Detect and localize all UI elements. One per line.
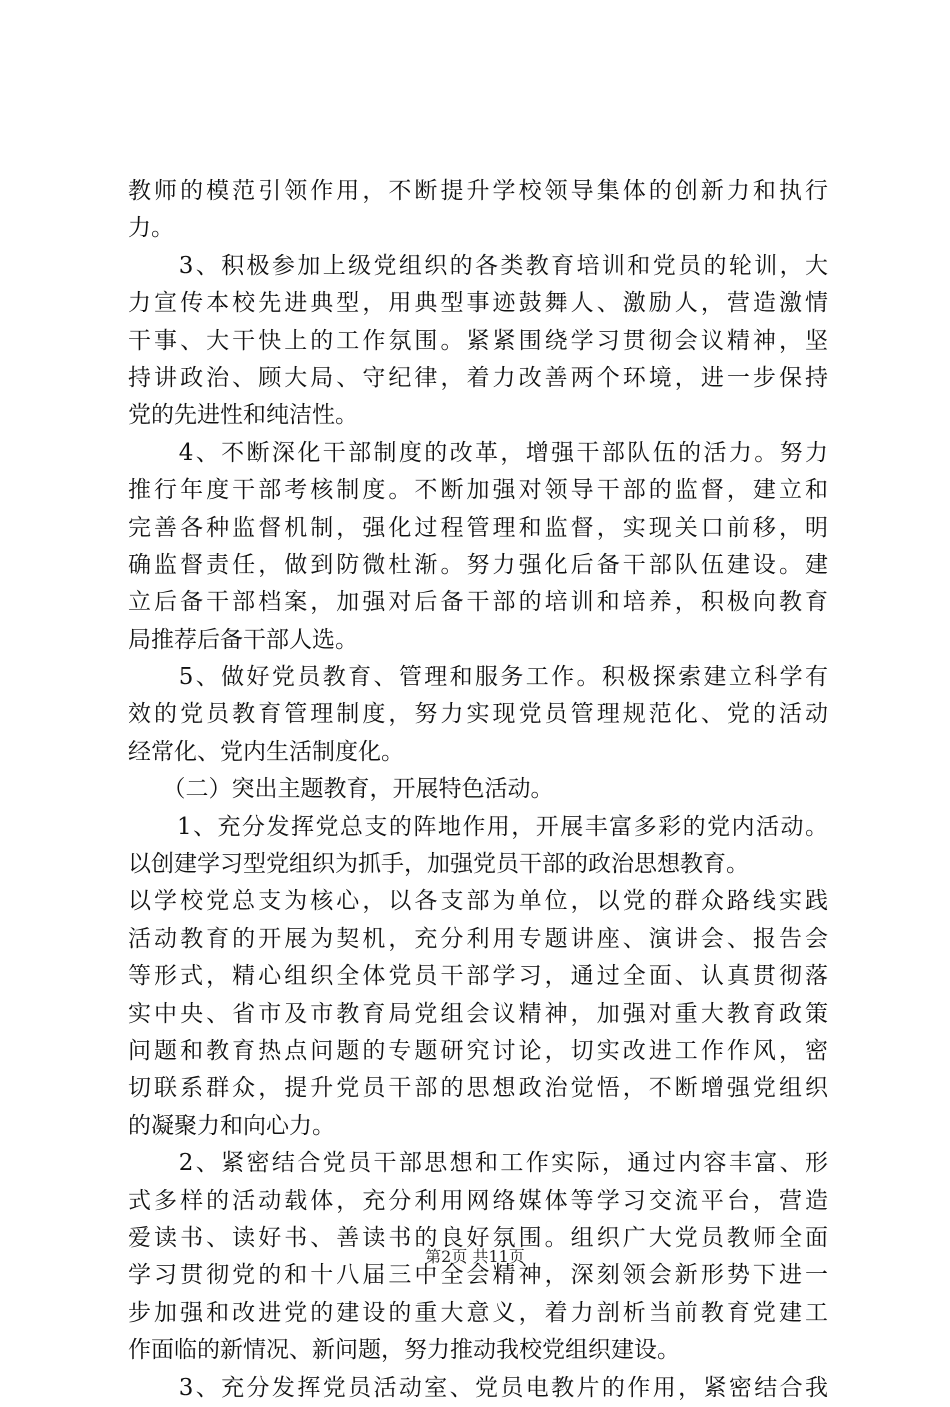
- text-line: 式多样的活动载体，充分利用网络媒体等学习交流平台，营造: [128, 1187, 828, 1214]
- text-line: 党的先进性和纯洁性。: [128, 402, 358, 429]
- text-line: 4、不断深化干部制度的改革，增强干部队伍的活力。努力: [128, 439, 828, 466]
- text-line: 立后备干部档案，加强对后备干部的培训和培养，积极向教育: [128, 589, 828, 616]
- text-line: 5、做好党员教育、管理和服务工作。积极探索建立科学有: [128, 664, 828, 691]
- text-line: （二）突出主题教育，开展特色活动。: [128, 776, 554, 803]
- text-line: 效的党员教育管理制度，努力实现党员管理规范化、党的活动: [128, 701, 828, 728]
- text-line: 的凝聚力和向心力。: [128, 1112, 335, 1139]
- text-line: 步加强和改进党的建设的重大意义，着力剖析当前教育党建工: [128, 1299, 828, 1326]
- text-line: 问题和教育热点问题的专题研究讨论，切实改进工作作风，密: [128, 1037, 828, 1064]
- text-line: 持讲政治、顾大局、守纪律，着力改善两个环境，进一步保持: [128, 364, 828, 391]
- text-line: 作面临的新情况、新问题，努力推动我校党组织建设。: [128, 1337, 680, 1364]
- text-line: 以学校党总支为核心，以各支部为单位，以党的群众路线实践: [128, 888, 828, 915]
- text-line: 推行年度干部考核制度。不断加强对领导干部的监督，建立和: [128, 477, 828, 504]
- text-line: 3、积极参加上级党组织的各类教育培训和党员的轮训，大: [128, 252, 828, 279]
- text-line: 切联系群众，提升党员干部的思想政治觉悟，不断增强党组织: [128, 1075, 828, 1102]
- text-line: 确监督责任，做到防微杜渐。努力强化后备干部队伍建设。建: [128, 551, 828, 578]
- text-line: 实中央、省市及市教育局党组会议精神，加强对重大教育政策: [128, 1000, 828, 1027]
- text-line: 局推荐后备干部人选。: [128, 626, 358, 653]
- text-line: 以创建学习型党组织为抓手，加强党员干部的政治思想教育。: [128, 851, 749, 878]
- text-line: 等形式，精心组织全体党员干部学习，通过全面、认真贯彻落: [128, 963, 828, 990]
- text-line: 3、充分发挥党员活动室、党员电教片的作用，紧密结合我: [128, 1374, 828, 1401]
- text-line: 学习贯彻党的和十八届三中全会精神，深刻领会新形势下进一: [128, 1262, 828, 1289]
- text-line: 教师的模范引领作用，不断提升学校领导集体的创新力和执行: [128, 178, 828, 204]
- text-line: 活动教育的开展为契机，充分利用专题讲座、演讲会、报告会: [128, 925, 828, 952]
- text-line: 2、紧密结合党员干部思想和工作实际，通过内容丰富、形: [128, 1150, 828, 1177]
- page-footer: 第2页 共11页: [425, 1247, 525, 1266]
- document-body: [128, 173, 828, 1407]
- text-line: 1、充分发挥党总支的阵地作用，开展丰富多彩的党内活动。: [128, 813, 828, 840]
- text-line: 力。: [128, 215, 174, 242]
- text-line: 力宣传本校先进典型，用典型事迹鼓舞人、激励人，营造激情: [128, 290, 828, 317]
- text-line: 经常化、党内生活制度化。: [128, 738, 404, 765]
- text-line: 干事、大干快上的工作氛围。紧紧围绕学习贯彻会议精神，坚: [128, 327, 828, 354]
- text-line: 爱读书、读好书、善读书的良好氛围。组织广大党员教师全面: [128, 1224, 828, 1251]
- text-line: 完善各种监督机制，强化过程管理和监督，实现关口前移，明: [128, 514, 828, 541]
